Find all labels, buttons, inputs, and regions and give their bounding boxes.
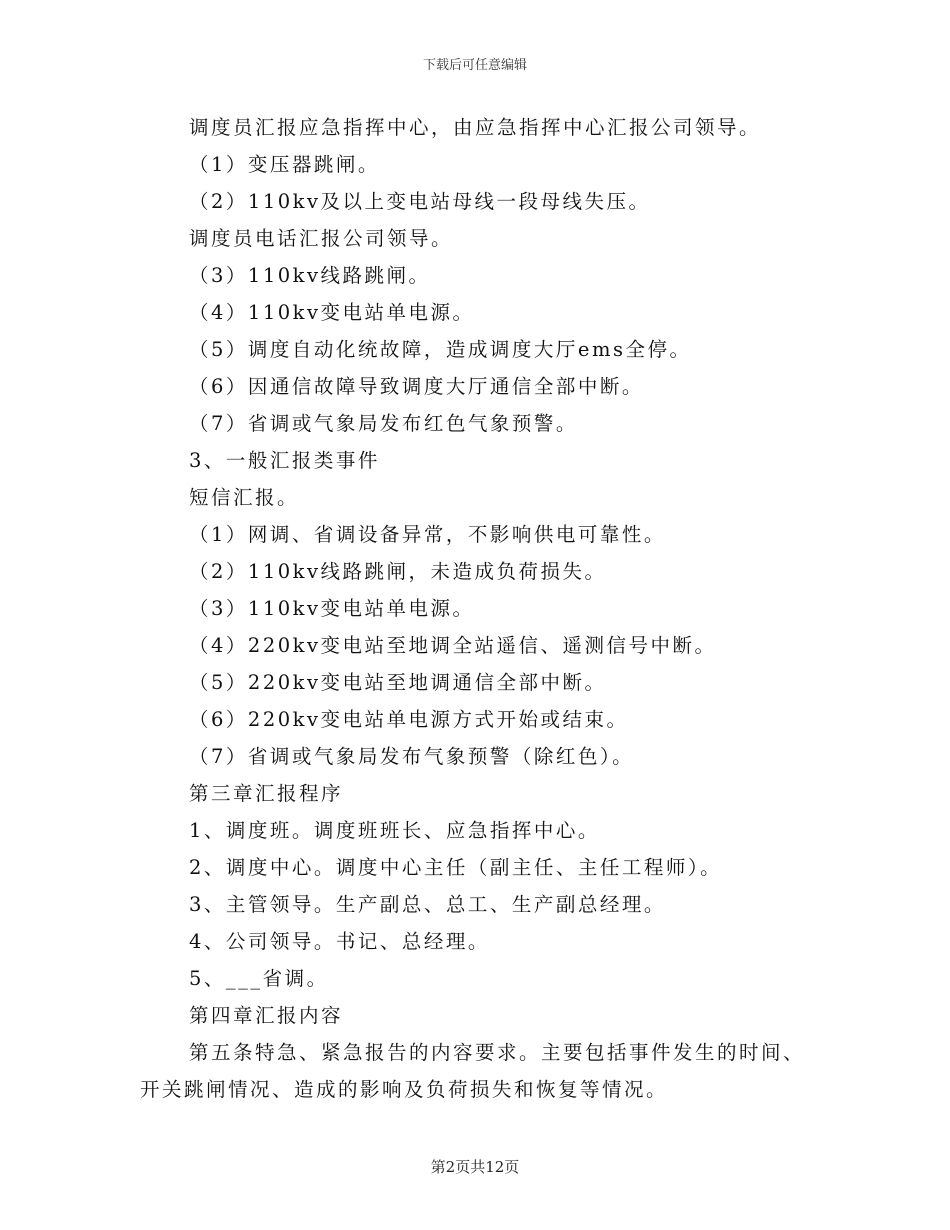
text-line: （1）网调、省调设备异常，不影响供电可靠性。 — [189, 523, 666, 546]
text-line: 2、调度中心。调度中心主任（副主任、主任工程师）。 — [189, 856, 723, 879]
text-line: （4）110kv变电站单电源。 — [189, 301, 475, 324]
text-line: 第五条特急、紧急报告的内容要求。主要包括事件发生的时间、 — [189, 1041, 806, 1064]
text-line: 调度员汇报应急指挥中心，由应急指挥中心汇报公司领导。 — [189, 116, 762, 139]
text-line: 1、调度班。调度班班长、应急指挥中心。 — [189, 819, 600, 842]
text-line: （6）220kv变电站单电源方式开始或结束。 — [189, 708, 629, 731]
text-line: （1）变压器跳闸。 — [189, 153, 380, 176]
text-line: （2）110kv线路跳闸，未造成负荷损失。 — [189, 560, 607, 583]
text-line: （3）110kv变电站单电源。 — [189, 597, 475, 620]
text-line: 5、___省调。 — [189, 967, 329, 990]
page-footer: 第2页共12页 — [430, 1158, 520, 1176]
text-line: （5）220kv变电站至地调通信全部中断。 — [189, 671, 607, 694]
text-line: （6）因通信故障导致调度大厅通信全部中断。 — [189, 375, 644, 398]
text-line: （7）省调或气象局发布气象预警（除红色）。 — [189, 745, 635, 768]
text-line: 开关跳闸情况、造成的影响及负荷损失和恢复等情况。 — [140, 1078, 669, 1101]
text-line: （7）省调或气象局发布红色气象预警。 — [189, 412, 578, 435]
chapter-heading: 第三章汇报程序 — [189, 782, 344, 805]
text-line: （2）110kv及以上变电站母线一段母线失压。 — [189, 190, 651, 213]
text-line: 3、主管领导。生产副总、总工、生产副总经理。 — [189, 893, 666, 916]
section-heading: 3、一般汇报类事件 — [189, 449, 380, 472]
text-line: （5）调度自动化统故障，造成调度大厅ems全停。 — [189, 338, 692, 361]
text-line: 短信汇报。 — [189, 486, 300, 509]
text-line: 调度员电话汇报公司领导。 — [189, 227, 454, 250]
page-header: 下载后可任意编辑 — [422, 58, 527, 73]
chapter-heading: 第四章汇报内容 — [189, 1004, 344, 1027]
text-line: （4）220kv变电站至地调全站遥信、遥测信号中断。 — [189, 634, 717, 657]
text-line: 4、公司领导。书记、总经理。 — [189, 930, 490, 953]
text-line: （3）110kv线路跳闸。 — [189, 264, 431, 287]
